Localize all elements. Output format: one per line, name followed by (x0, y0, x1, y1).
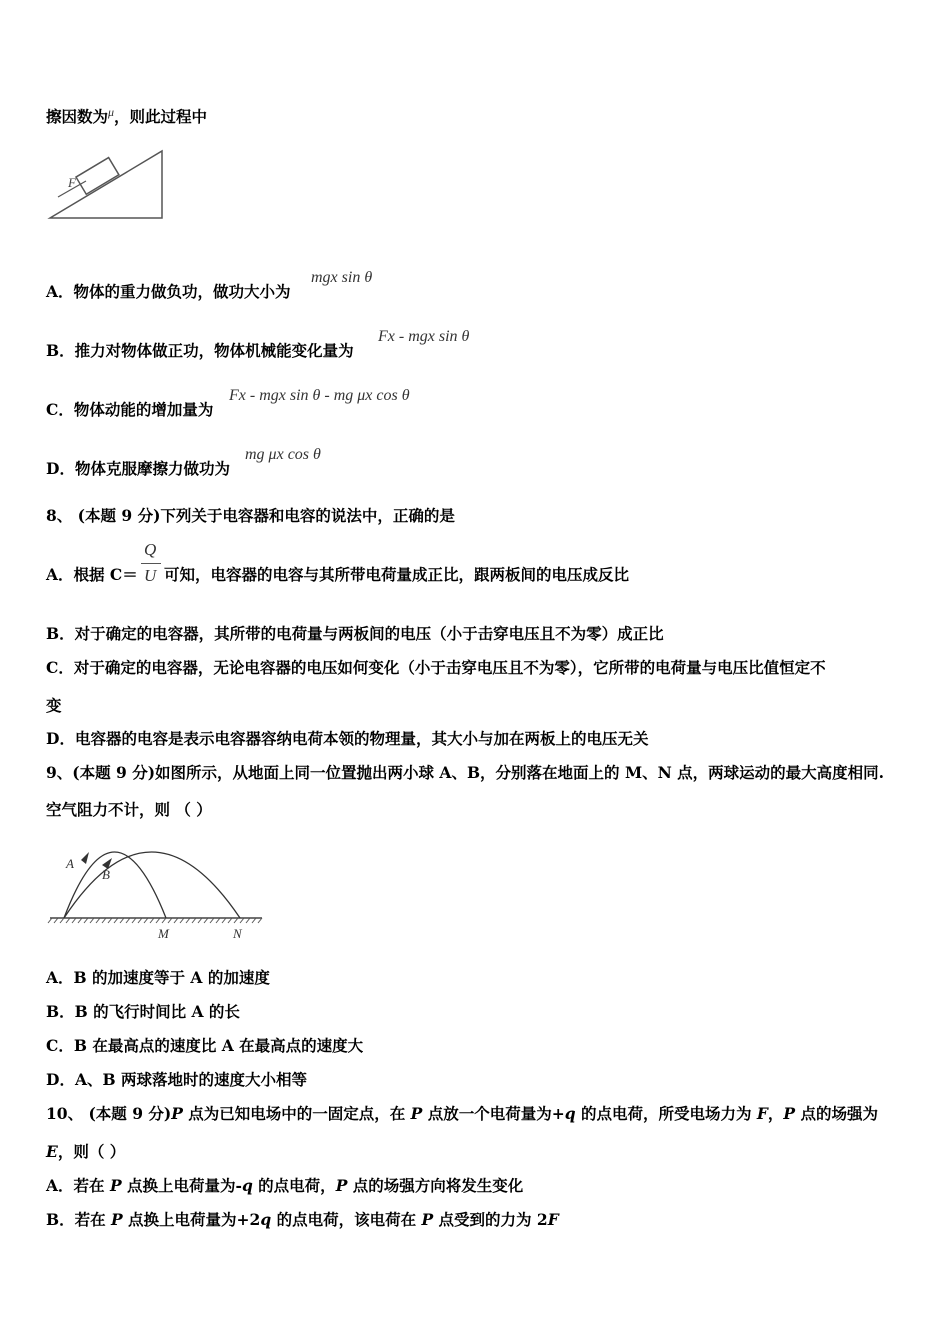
q10-b7: 点受到的力为 2 (433, 1210, 548, 1229)
trajectory-a (64, 852, 166, 918)
trajectory-b (64, 852, 240, 918)
q10-t10: P (783, 1104, 796, 1123)
q10-b6: P (421, 1210, 434, 1229)
q10-b8: F (547, 1210, 559, 1229)
q7-a-text: A．物体的重力做负功，做功大小为 (46, 282, 291, 301)
q10-t3: 点为已知电场中的一固定点，在 (182, 1104, 411, 1123)
intro-line (46, 102, 207, 127)
q10-option-b (46, 1210, 559, 1230)
q7-c-math: Fx - mgx sin θ - mg μx cos θ (229, 387, 410, 404)
q7-b-text: B．推力对物体做正功，物体机械能变化量为 (46, 341, 354, 360)
q9-title-line2: 空气阻力不计，则 （ ） (46, 800, 212, 819)
q10-t5: 点放一个电荷量为+ (422, 1104, 565, 1123)
q10-t2: P (171, 1104, 183, 1123)
block (76, 158, 119, 195)
q10-a3: 点换上电荷量为- (121, 1176, 242, 1195)
q7-d-math: mg μx cos θ (245, 446, 321, 463)
q8-option-a (46, 565, 138, 585)
q9-option-d: D．A、B 两球落地时的速度大小相等 (46, 1070, 307, 1089)
q8-title: 8、 (本题 9 分)下列关于电容器和电容的说法中，正确的是 (46, 506, 455, 525)
q10-t6: q (564, 1104, 576, 1123)
q10-a5: 的点电荷， (252, 1176, 336, 1195)
q7-option-c (46, 400, 213, 420)
q10-a1: A．若在 (46, 1176, 110, 1195)
q10-b4: q (260, 1210, 272, 1229)
q10-l2a: E (46, 1142, 58, 1161)
q10-t11: 点的场强为 (795, 1104, 878, 1123)
incline-figure (44, 142, 174, 228)
q9-option-a: A．B 的加速度等于 A 的加速度 (46, 968, 270, 987)
q8-a-pre: A．根据 C＝ (46, 565, 138, 584)
q10-b1: B．若在 (46, 1210, 111, 1229)
q8-a-post: 可知，电容器的电容与其所带电荷量成正比，跟两板间的电压成反比 (164, 565, 630, 584)
label-m: M (158, 926, 169, 941)
trajectory-figure (44, 838, 266, 944)
fraction-bar (141, 563, 161, 564)
q10-option-a (46, 1176, 523, 1196)
q8-option-d: D．电容器的电容是表示电容器容纳电荷本领的物理量，其大小与加在两板上的电压无关 (46, 729, 649, 748)
q8-option-c-line1: C．对于确定的电容器，无论电容器的电压如何变化（小于击穿电压且不为零），它所带的电荷量与电压比值恒定不 (46, 658, 826, 677)
q10-b3: 点换上电荷量为+2 (122, 1210, 261, 1229)
q8-option-b: B．对于确定的电容器，其所带的电荷量与两板间的电压（小于击穿电压且不为零）成正比 (46, 624, 664, 643)
q7-option-b (46, 341, 354, 361)
q10-b5: 的点电荷，该电荷在 (271, 1210, 422, 1229)
q10-t9: ， (767, 1104, 784, 1123)
intro-tail: ，则此过程中 (114, 107, 208, 126)
q10-a6: P (335, 1176, 348, 1195)
q10-title-line2 (46, 1142, 125, 1162)
label-a: A (66, 856, 74, 871)
q7-d-text: D．物体克服摩擦力做功为 (46, 459, 230, 478)
q10-t7: 的点电荷，所受电场力为 (575, 1104, 757, 1123)
q8-option-c-line2: 变 (46, 696, 62, 715)
q10-t1: 10、 (本题 9 分) (46, 1104, 172, 1123)
q10-l2b: ，则（ ） (57, 1142, 126, 1161)
fraction-denominator: U (144, 566, 157, 585)
q9-title-line1: 9、(本题 9 分)如图所示，从地面上同一位置抛出两小球 A、B，分别落在地面上的 M、N 点，两球运动的最大高度相同. (46, 763, 885, 782)
mu-symbol: μ (108, 105, 115, 119)
q7-option-d (46, 459, 230, 479)
q10-title-line1 (46, 1104, 878, 1124)
q9-option-c: C．B 在最高点的速度比 A 在最高点的速度大 (46, 1036, 364, 1055)
q10-t8: F (756, 1104, 768, 1123)
q10-a2: P (109, 1176, 122, 1195)
label-n: N (233, 926, 242, 941)
fraction-numerator: Q (144, 540, 157, 559)
q7-a-math: mgx sin θ (311, 269, 373, 286)
q10-a4: q (241, 1176, 253, 1195)
intro-text: 擦因数为 (46, 107, 109, 126)
q7-option-a (46, 282, 291, 302)
arrow-a (81, 852, 89, 864)
q9-option-b: B．B 的飞行时间比 A 的长 (46, 1002, 240, 1021)
force-label: F (68, 175, 76, 190)
q10-b2: P (111, 1210, 123, 1229)
q10-t4: P (410, 1104, 423, 1123)
q10-a7: 点的场强方向将发生变化 (347, 1176, 524, 1195)
label-b: B (102, 867, 110, 882)
q7-b-math: Fx - mgx sin θ (378, 328, 470, 345)
q7-c-text: C．物体动能的增加量为 (46, 400, 214, 419)
